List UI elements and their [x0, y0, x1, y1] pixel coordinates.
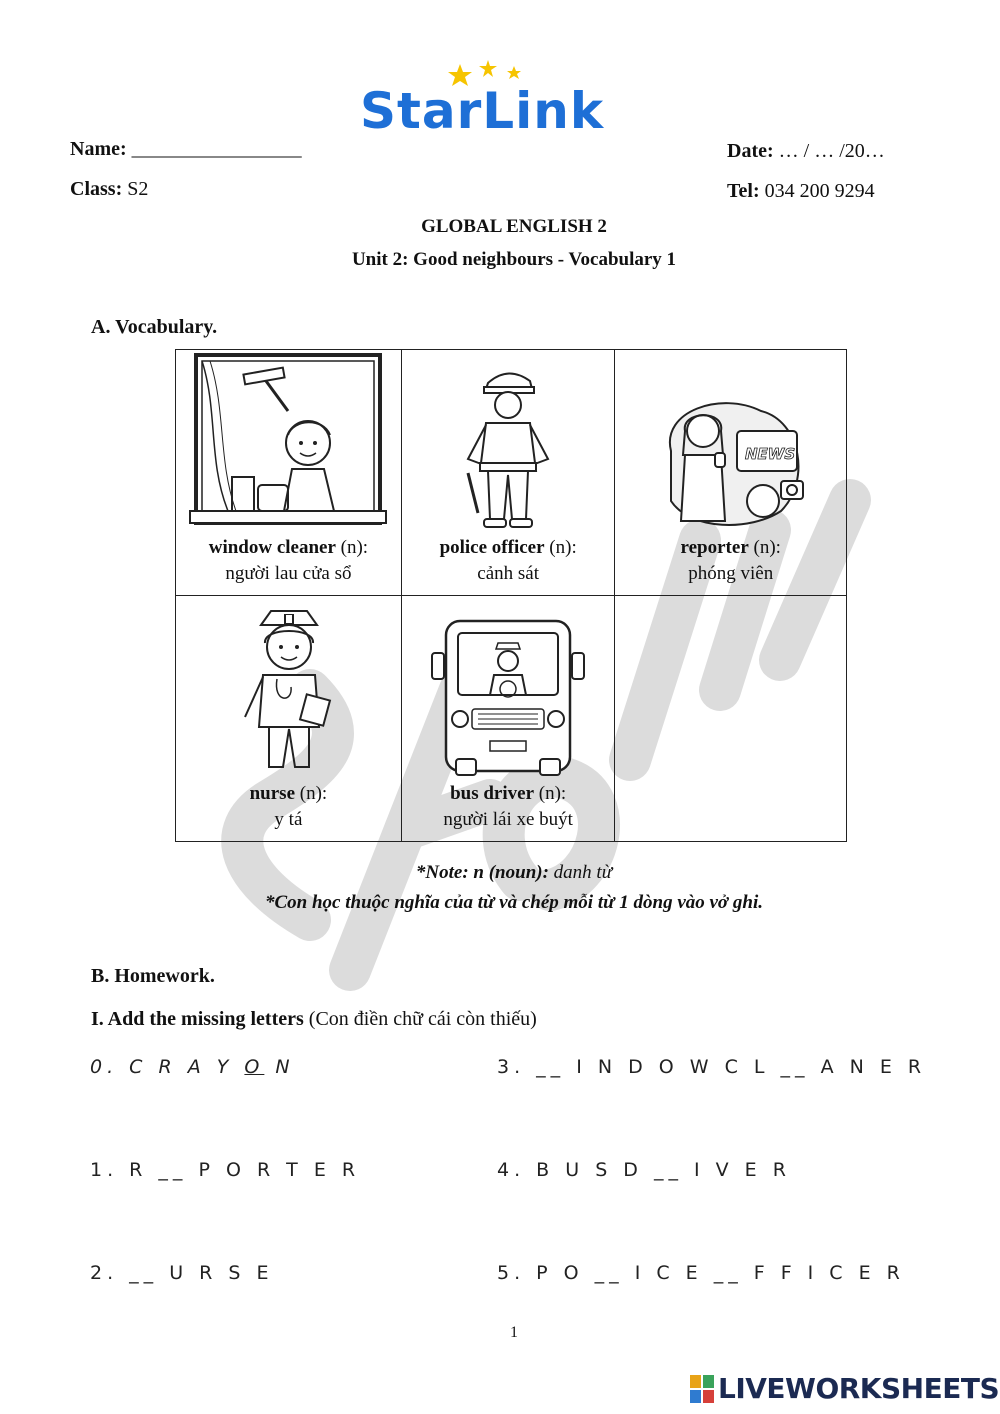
exercise-0-answer: O	[244, 1056, 265, 1078]
note-noun-label: *Note: n (noun):	[415, 862, 549, 883]
starlink-logo	[360, 60, 610, 140]
bus-driver-icon	[428, 613, 588, 777]
name-value: _________________	[131, 138, 302, 160]
section-b-heading: B. Homework.	[91, 965, 215, 987]
vocab-word: reporter	[680, 537, 749, 558]
vocab-pos: (n):	[538, 783, 567, 804]
note-instruction: *Con học thuộc nghĩa của từ và chép mỗi từ 1 dòng vào vở ghi.	[265, 892, 763, 913]
logo-text: StarLink	[360, 82, 605, 140]
name-field	[70, 138, 302, 161]
class-label: Class:	[70, 178, 123, 200]
class-field	[70, 178, 148, 201]
exercise-item-0	[90, 1056, 295, 1078]
vocab-pos: (n):	[549, 537, 577, 558]
exercise-item-1[interactable]: 1. R __ P O R T E R	[90, 1159, 361, 1181]
exercise-i-heading	[91, 1008, 537, 1031]
vocab-meaning: y tá	[274, 809, 303, 830]
vocab-meaning: cảnh sát	[477, 563, 540, 584]
vocab-cell-empty	[615, 596, 847, 842]
liveworksheets-icon	[690, 1375, 716, 1405]
date-value: … / … /20…	[778, 140, 885, 162]
note-noun	[0, 862, 1000, 884]
vocab-word: window cleaner	[208, 537, 336, 558]
vocab-pos: (n):	[753, 537, 781, 558]
vocab-meaning: phóng viên	[688, 563, 774, 584]
exercise-item-4[interactable]: 4. B U S D __ I V E R	[497, 1159, 791, 1181]
svg-text:NEWS: NEWS	[744, 445, 795, 463]
unit-title: Unit 2: Good neighbours - Vocabulary 1	[351, 249, 677, 270]
vocab-word: bus driver	[450, 783, 535, 804]
date-field	[727, 140, 885, 163]
vocab-cell	[176, 596, 402, 842]
nurse-icon	[233, 607, 343, 777]
vocab-pos: (n):	[340, 537, 369, 558]
vocab-meaning: người lau cửa sổ	[225, 563, 352, 584]
vocabulary-table	[175, 349, 847, 842]
worksheet-title: GLOBAL ENGLISH 2	[421, 216, 607, 237]
class-value: S2	[127, 178, 149, 200]
tel-label: Tel:	[727, 180, 760, 202]
liveworksheets-logo	[690, 1372, 1000, 1406]
vocab-cell	[401, 350, 615, 596]
section-a-heading: A. Vocabulary.	[91, 316, 218, 338]
tel-value: 034 200 9294	[764, 180, 875, 202]
date-label: Date:	[727, 140, 774, 162]
liveworksheets-text: LIVEWORKSHEETS	[718, 1372, 1000, 1405]
exercise-i-label: I. Add the missing letters	[91, 1008, 304, 1030]
reporter-icon	[651, 391, 811, 531]
vocab-cell	[176, 350, 402, 596]
vocab-word: police officer	[439, 537, 545, 558]
exercise-item-5[interactable]: 5. P O __ I C E __ F F I C E R	[497, 1262, 905, 1284]
exercise-i-hint: (Con điền chữ cái còn thiếu)	[303, 1008, 537, 1030]
page-number: 1	[510, 1324, 518, 1341]
exercise-0-prefix: 0. C R A Y	[90, 1056, 245, 1078]
vocab-pos: (n):	[299, 783, 328, 804]
name-label: Name:	[70, 138, 127, 160]
vocab-cell	[401, 596, 615, 842]
vocab-word: nurse	[249, 783, 296, 804]
tel-field	[727, 180, 875, 203]
exercise-0-suffix: N	[264, 1056, 295, 1078]
note-noun-text: danh từ	[548, 862, 613, 883]
exercise-item-3[interactable]: 3. __ I N D O W C L __ A N E R	[497, 1056, 927, 1078]
window-cleaner-icon	[188, 351, 388, 531]
vocab-meaning: người lái xe buýt	[443, 809, 573, 830]
police-officer-icon	[448, 363, 568, 531]
exercise-item-2[interactable]: 2. __ U R S E	[90, 1262, 274, 1284]
vocab-cell	[615, 350, 847, 596]
